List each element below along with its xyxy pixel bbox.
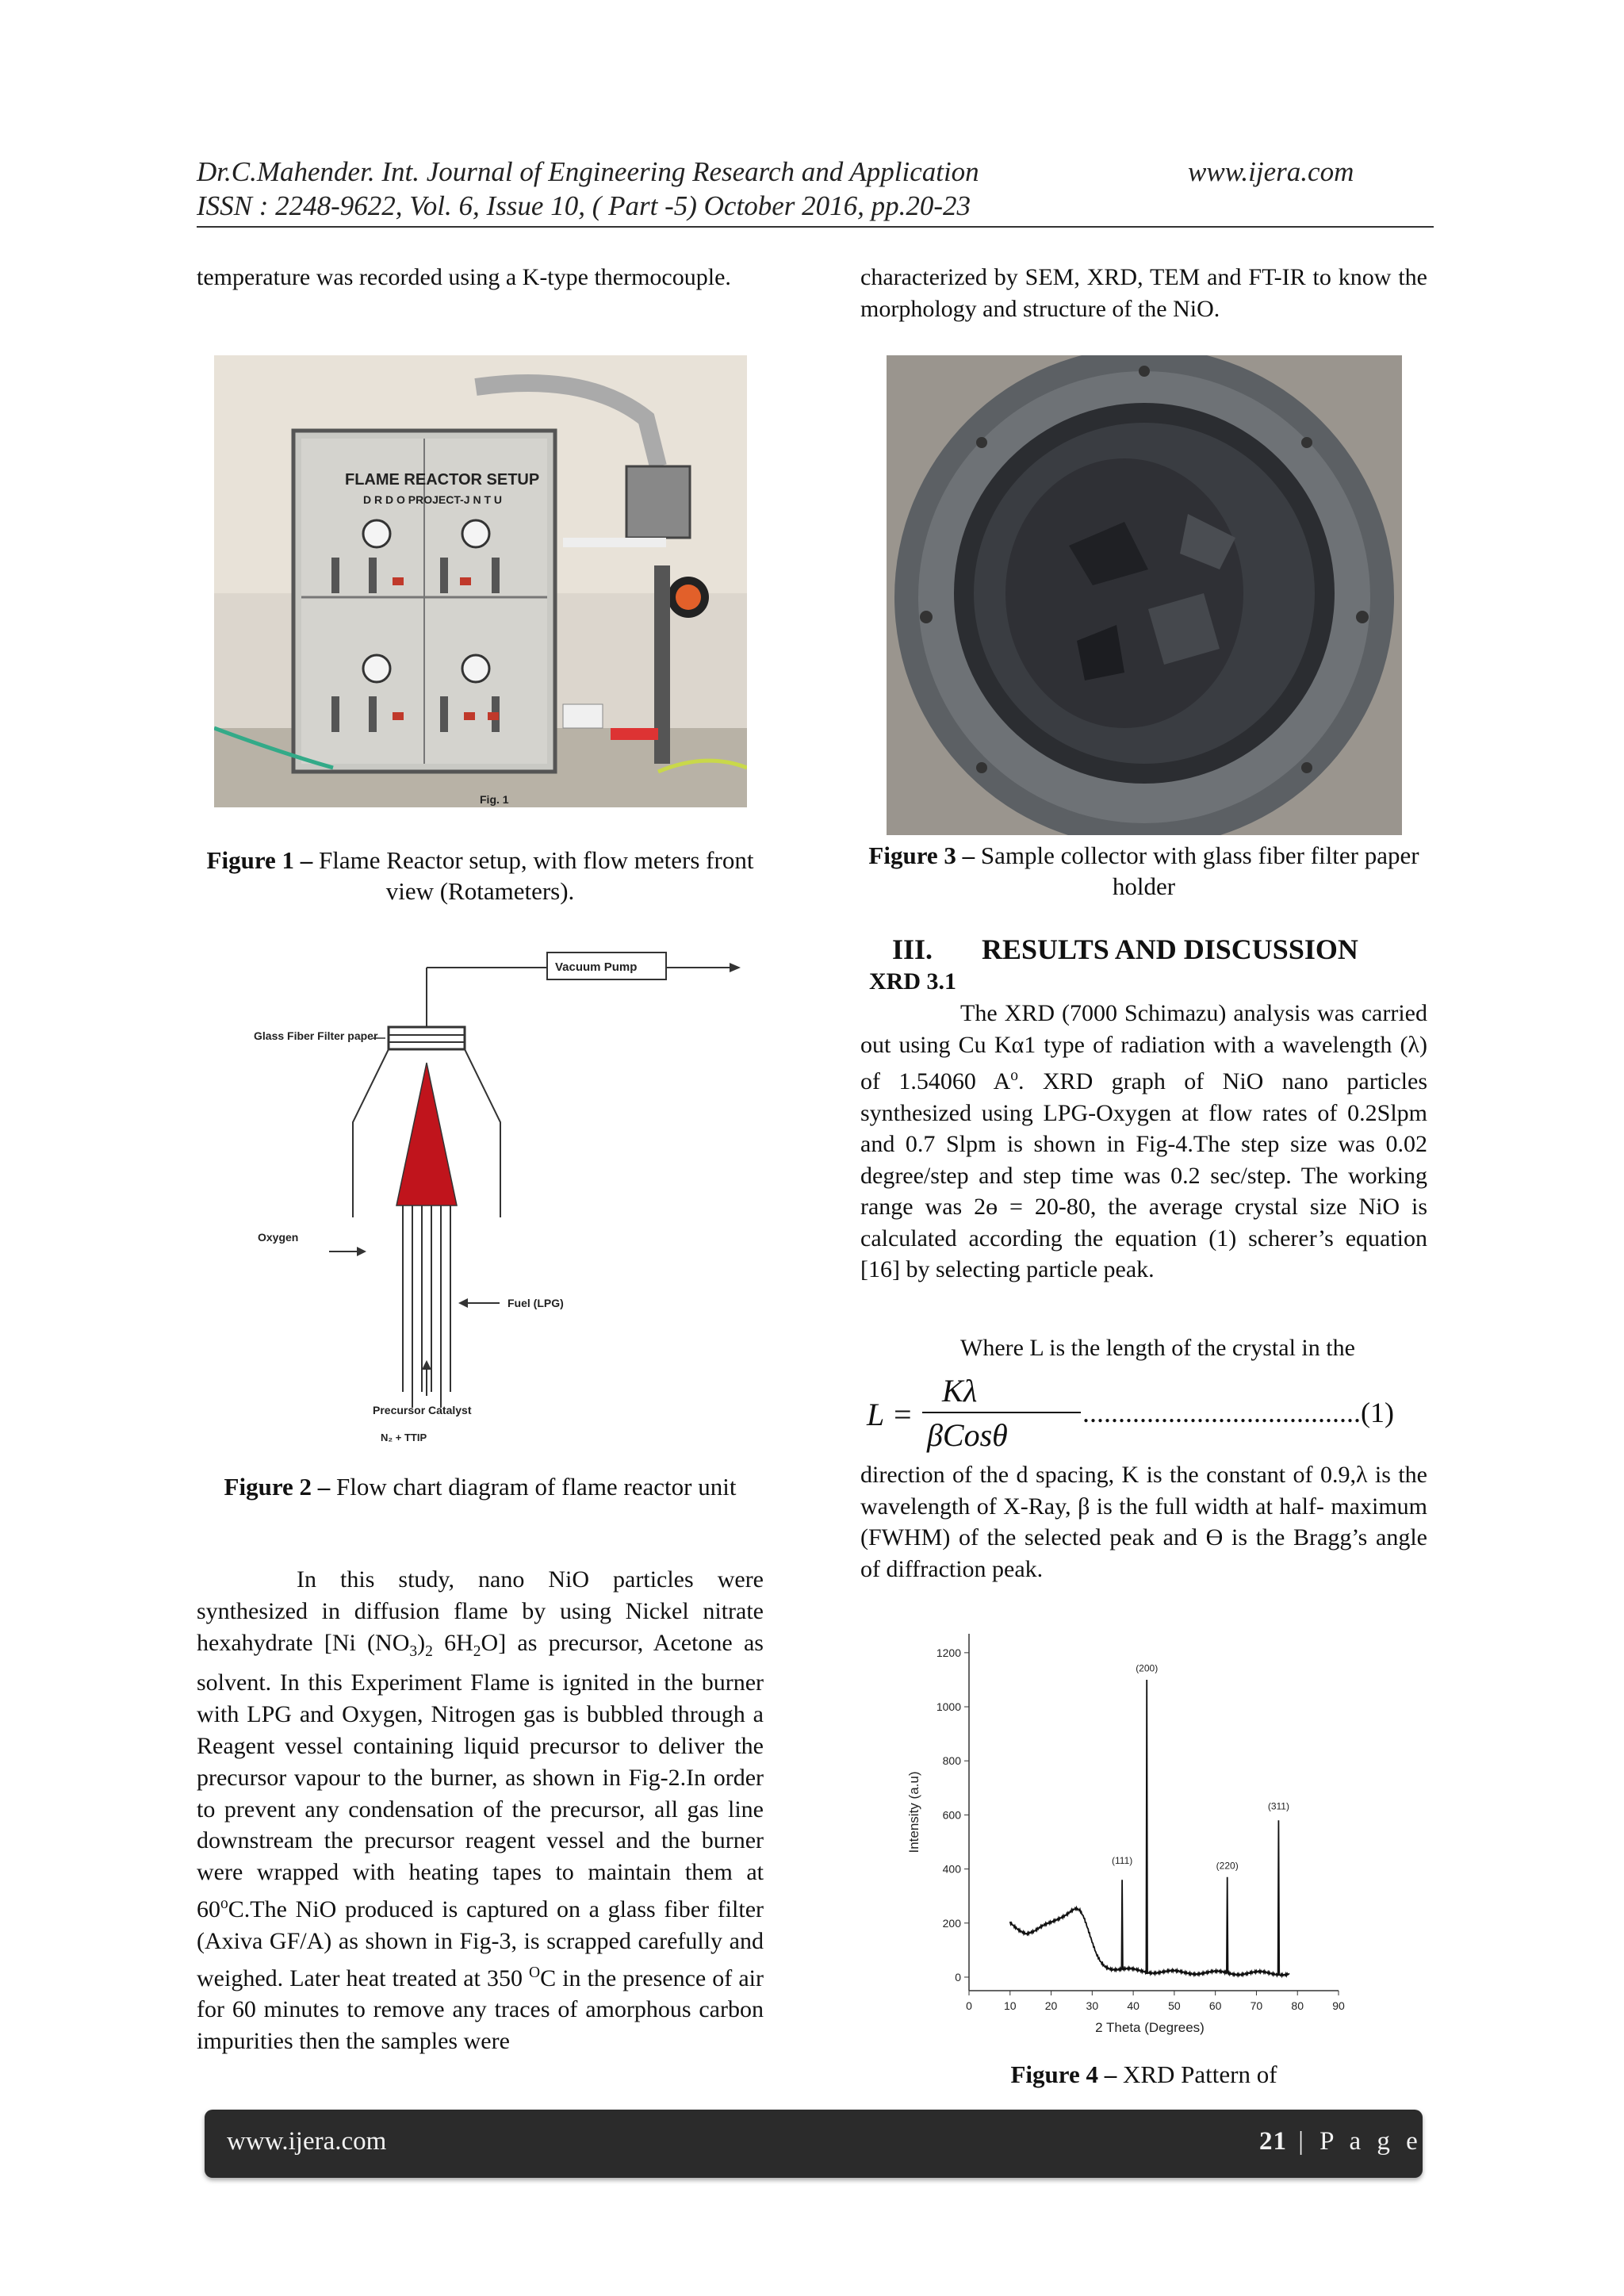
section-number: III. <box>892 933 933 965</box>
figure-4-xrd-chart <box>888 1618 1364 2046</box>
x-tick-label: 0 <box>966 1999 972 2012</box>
figure-3-label: Figure 3 – <box>868 841 975 869</box>
oxygen-label: Oxygen <box>258 1231 299 1244</box>
journal-citation: Dr.C.Mahender. Int. Journal of Engineering Research and Application <box>197 156 979 187</box>
peak-annotation: (200) <box>1136 1662 1159 1674</box>
figure-3-caption-text: Sample collector with glass fiber filter paper holder <box>975 841 1419 900</box>
y-tick-label: 200 <box>942 1916 961 1930</box>
x-tick-label: 80 <box>1291 1999 1304 2012</box>
footer-page-number <box>1259 2127 1423 2156</box>
x-tick-label: 90 <box>1332 1999 1345 2012</box>
section-title: RESULTS AND DISCUSSION <box>982 933 1358 965</box>
fig1-panel-title: FLAME REACTOR SETUP <box>345 471 540 489</box>
figure-3-photo <box>887 355 1402 835</box>
figure-4-label: Figure 4 – <box>1010 2060 1117 2088</box>
y-tick-label: 1200 <box>936 1646 961 1659</box>
peak-annotation: (220) <box>1216 1860 1239 1872</box>
precursor-label: Precursor Catalyst <box>373 1404 472 1416</box>
fig1-panel-subtitle: D R D O PROJECT-J N T U <box>363 493 503 506</box>
x-tick-label: 30 <box>1086 1999 1099 2012</box>
figure-2-caption-text: Flow chart diagram of flame reactor unit <box>330 1473 737 1501</box>
right-intro-text: characterized by SEM, XRD, TEM and FT-IR to know the morphology and structure of the NiO. <box>860 264 1427 322</box>
x-tick-label: 50 <box>1168 1999 1181 2012</box>
equation-numerator-lambda: λ <box>963 1373 978 1409</box>
x-tick-label: 60 <box>1208 1999 1222 2012</box>
equation-fraction-bar <box>922 1412 1081 1413</box>
y-tick-label: 600 <box>942 1808 961 1822</box>
right-body-paragraph-3: direction of the d spacing, K is the constant of 0.9,λ is the wavelength of X-Ray, β is the full width at half- maximum (FWHM) of the selected peak and Ɵ is the Bragg’s angle of diffraction peak. <box>860 1462 1427 1582</box>
filter-label: Glass Fiber Filter paper <box>254 1029 378 1042</box>
journal-issn: ISSN : 2248-9622, Vol. 6, Issue 10, ( Part -5) October 2016, pp.20-23 <box>197 190 971 221</box>
figure-2-diagram <box>238 948 761 1455</box>
right-body-paragraph-2: Where L is the length of the crystal in the <box>960 1335 1355 1361</box>
peak-annotation: (111) <box>1112 1854 1133 1866</box>
figure-4-caption <box>860 2059 1427 2090</box>
subsection-title: XRD 3.1 <box>869 968 956 995</box>
figure-2-caption <box>197 1471 764 1502</box>
y-tick-label: 0 <box>955 1970 961 1984</box>
equation-denominator: βCosθ <box>927 1417 1008 1453</box>
journal-url: www.ijera.com <box>1188 156 1354 187</box>
y-tick-label: 800 <box>942 1754 961 1768</box>
equation-number: .......................................(1) <box>1082 1397 1394 1428</box>
y-tick-label: 400 <box>942 1862 961 1876</box>
figure-1-caption-text: Flame Reactor setup, with flow meters front view (Rotameters). <box>312 846 754 905</box>
figure-4-caption-text: XRD Pattern of <box>1116 2060 1277 2088</box>
n2-ttip-label: N₂ + TTIP <box>381 1432 427 1443</box>
figure-1-photo <box>214 355 747 807</box>
page-number: 21 <box>1259 2127 1287 2156</box>
page-footer <box>205 2110 1423 2178</box>
x-tick-label: 10 <box>1003 1999 1017 2012</box>
fig1-inner-label: Fig. 1 <box>480 793 509 806</box>
left-body-paragraph: In this study, nano NiO particles were synthesized in diffusion flame by using Nickel nitrate hexahydrate [Ni $(NO_3)_2$ $6H_2O$] as precursor, Acetone as solvent. In this Experiment Flame is ignited in the burner with LPG and Oxygen, Nitrogen gas is bubbled through a Reagent vessel containing liquid precursor to deliver the precursor vapour to the burner, as shown in Fig-2.In order to prevent any condensation of the precursor, all gas line downstream the precursor reagent vessel and the burner were wrapped with heating tapes to maintain them at 60$^o$C.The NiO produced is captured on a glass fiber filter (Axiva GF/A) as shown in Fig-3, is scrapped carefully and weighed. Later heat treated at 350 $^O$C in the presence of air for 60 minutes to remove any traces of amorphous carbon impurities then the samples were <box>197 1566 764 2055</box>
xrd-chart-svg <box>888 1618 1364 2046</box>
header-rule <box>197 226 1434 228</box>
figure-2-label: Figure 2 – <box>224 1473 331 1501</box>
figure-1-caption <box>197 845 764 907</box>
y-axis-label: Intensity (a.u) <box>906 1771 921 1853</box>
left-intro-text: temperature was recorded using a K-type thermocouple. <box>197 264 731 290</box>
figure-3-caption <box>860 840 1427 902</box>
journal-header-line1 <box>197 155 979 189</box>
peak-annotation: (311) <box>1267 1800 1289 1812</box>
vacuum-pump-label: Vacuum Pump <box>555 960 638 974</box>
equation-numerator-k: K <box>942 1373 963 1409</box>
y-tick-label: 1000 <box>936 1700 961 1714</box>
scherrer-equation <box>867 1372 1438 1459</box>
equation-lhs: L = <box>867 1397 914 1432</box>
footer-url: www.ijera.com <box>227 2127 387 2156</box>
fuel-label: Fuel (LPG) <box>508 1297 564 1309</box>
x-tick-label: 70 <box>1250 1999 1263 2012</box>
x-tick-label: 20 <box>1044 1999 1058 2012</box>
x-tick-label: 40 <box>1127 1999 1139 2012</box>
figure-1-label: Figure 1 – <box>206 846 313 874</box>
right-body-paragraph-1: The XRD (7000 Schimazu) analysis was carried out using Cu Kα1 type of radiation with a wavelength (λ) of 1.54060 $A^o$. XRD graph of NiO nano particles synthesized using LPG-Oxygen at flow rates of 0.2Slpm and 0.7 Slpm is shown in Fig-4.The step size was 0.02 degree/step and step time was 0.2 sec/step. The working range was 2ɵ = 20-80, the average crystal size NiO is calculated according the equation (1) scherer’s equation [16] by selecting particle peak. <box>860 1000 1428 1282</box>
page-label: | P a g e <box>1287 2127 1423 2156</box>
x-axis-label: 2 Theta (Degrees) <box>1095 2020 1205 2035</box>
